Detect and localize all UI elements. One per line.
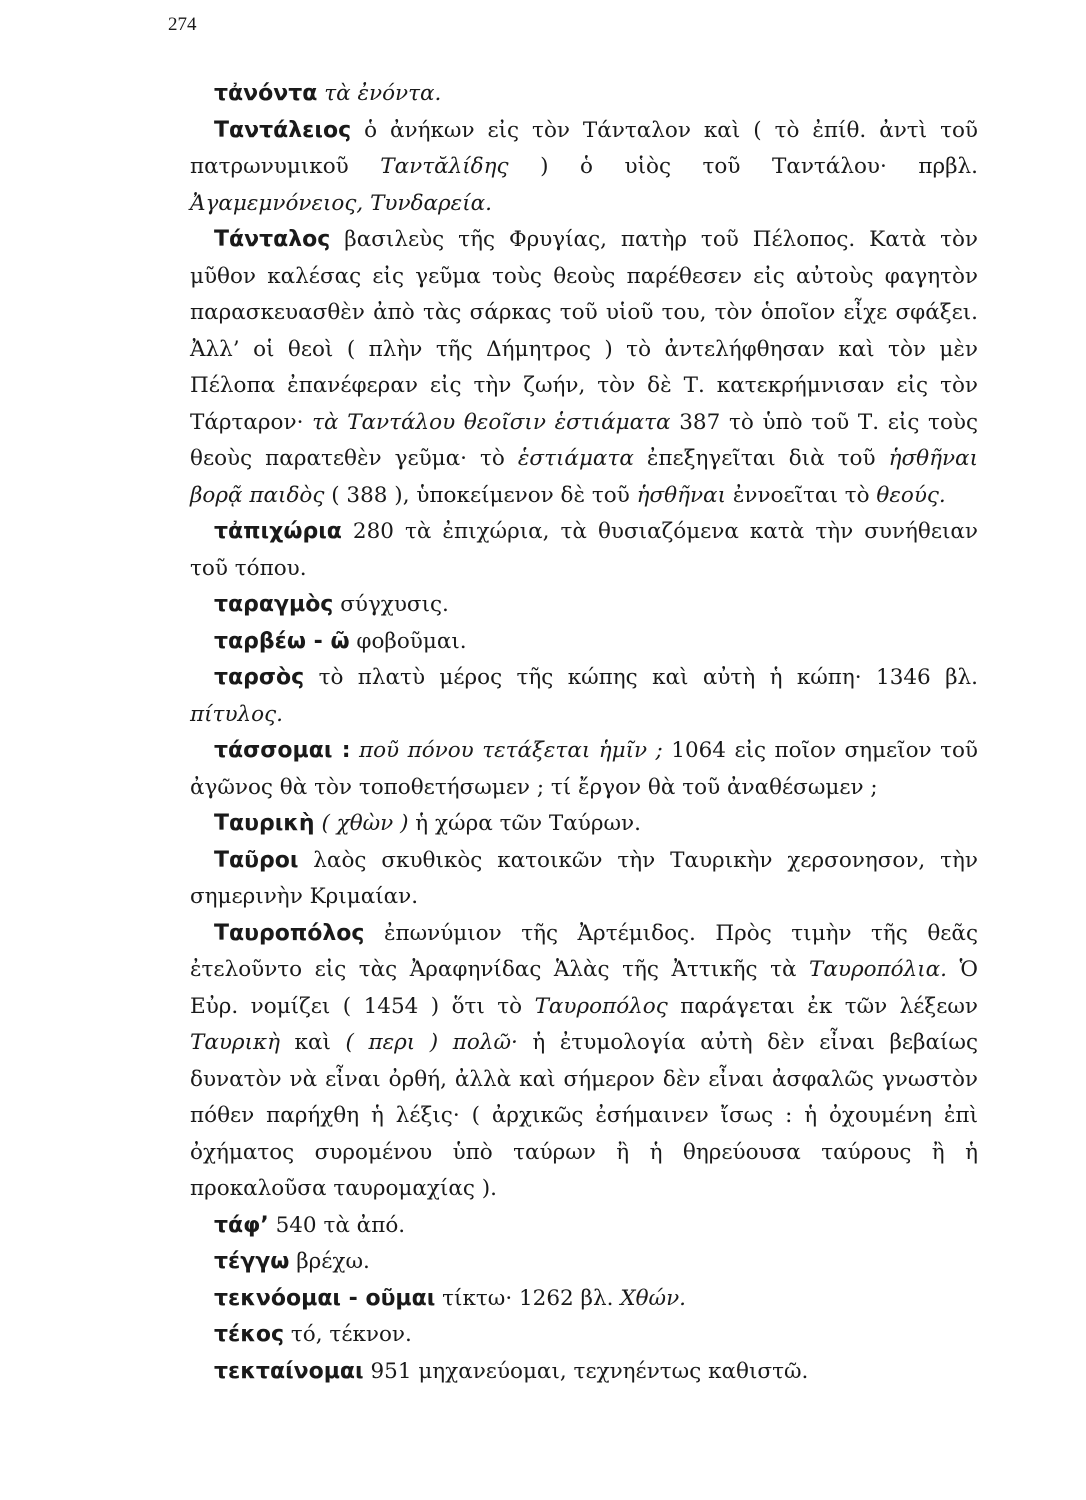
entry-text: ) ὁ υἱὸς τοῦ Ταντάλου· πρβλ. (508, 154, 978, 179)
entry-headword: ταραγμὸς (214, 592, 334, 617)
entry-text-italic: ποῦ πόνου τετάξεται ἡμῖν ; (358, 738, 663, 763)
entry-text: φοβοῦμαι. (349, 628, 467, 654)
dictionary-entry (190, 624, 978, 661)
entry-text: βασιλεὺς τῆς Φρυγίας, πατὴρ τοῦ Πέλοπος. Κατὰ τὸν μῦθον καλέσας εἰς γεῦμα τοὺς θεοὺς παρέθεσεν εἰς αὐτοὺς φαγητὸν παρασκευασθὲν ἀπὸ τὰς σάρκας τοῦ υἱοῦ του, τὸν ὁποῖον εἶχε σφάξει. Ἀλλ’ οἱ θεοὶ ( πλὴν τῆς Δήμητρος ) τὸ ἀντελήφθησαν καὶ τὸν μὲν Πέλοπα ἐπανέφεραν εἰς τὴν ζωήν, τὸν δὲ Τ. κατεκρήμνισαν εἰς τὸν Τάρταρον· (190, 227, 978, 435)
entry-headword: Ταντάλειος (214, 117, 352, 143)
entry-headword: ταρβέω - ῶ (214, 628, 350, 654)
dictionary-entry (190, 806, 978, 843)
dictionary-entry (190, 916, 978, 1208)
entry-headword: τεκταίνομαι (214, 1358, 364, 1384)
entry-text: τὸ πλατὺ μέρος τῆς κώπης καὶ αὐτὴ ἡ κώπη· 1346 βλ. (304, 665, 978, 690)
entry-text: ἡ ἐτυμολογία αὐτὴ δὲν εἶναι βεβαίως δυνατὸν νὰ εἶναι ὀρθή, ἀλλὰ καὶ σήμερον δὲν εἶναι ἀσφαλῶς γνωστὸν πόθεν παρήχθη ἡ λέξις· ( ἀρχικῶς ἐσήμαινεν ἴσως : ἡ ὀχουμένη ἐπὶ ὀχήματος συρομένου ὑπὸ ταύρων ἢ ἡ θηρεύουσα ταύρους ἢ ἡ προκαλοῦσα ταυρομαχίας ). (190, 1030, 978, 1201)
dictionary-entry (190, 587, 978, 624)
entry-text-italic: Χθών. (620, 1285, 686, 1311)
page-number: 274 (168, 14, 197, 35)
entry-text: ἐννοεῖται τὸ (726, 482, 877, 508)
entry-headword: τἀπιχώρια (214, 519, 342, 544)
dictionary-entries (190, 76, 978, 1390)
entry-text: 280 τὰ ἐπιχώρια, τὰ θυσιαζόμενα κατὰ τὴν συνήθειαν τοῦ τόπου. (190, 519, 978, 581)
entry-headword: Ταυρικὴ (214, 811, 315, 836)
entry-text: Ὁ Εὐρ. νομίζει ( 1454 ) ὅτι τὸ (190, 957, 979, 1019)
entry-text-italic: Ταυρικὴ (190, 1030, 280, 1055)
entry-text: ἐπεξηγεῖται διὰ τοῦ (633, 446, 889, 471)
entry-text-italic: τὰ Ταντάλου θεοῖσιν ἑστιάματα (312, 409, 671, 435)
entry-headword: τεκνόομαι - οῦμαι (214, 1285, 436, 1311)
entry-text: 387 τὸ ὑπὸ τοῦ Τ. εἰς τοὺς θεοὺς παρατεθὲν γεῦμα· τὸ (190, 409, 978, 471)
entry-text (351, 738, 359, 763)
dictionary-entry (190, 222, 978, 514)
entry-headword: Ταυροπόλος (214, 920, 365, 946)
entry-text-italic: τὰ ἐνόντα. (324, 81, 442, 106)
entry-headword: τέκος (214, 1322, 285, 1347)
entry-text: 540 τὰ ἀπό. (268, 1212, 406, 1238)
entry-text-italic: Ταυροπόλια. (809, 957, 948, 982)
entry-text: ἡ χώρα τῶν Ταύρων. (408, 811, 641, 836)
dictionary-entry (190, 733, 978, 806)
dictionary-entry (190, 1208, 978, 1245)
entry-text-italic: ἑστιάματα (517, 446, 634, 471)
entry-text: σύγχυσις. (333, 592, 449, 617)
entry-text-italic: ( χθὼν ) (321, 811, 409, 836)
entry-text: ὁ ἀνήκων εἰς τὸν Τάνταλον καὶ ( τὸ ἐπίθ. ἀντὶ τοῦ πατρωνυμικοῦ (190, 117, 978, 179)
dictionary-entry (190, 113, 978, 223)
entry-text-italic: ( περι ) πολῶ· (345, 1030, 518, 1055)
entry-text-italic: ἡσθῆναι βορᾷ παιδὸς (190, 446, 978, 508)
dictionary-entry (190, 1281, 978, 1318)
dictionary-entry (190, 660, 978, 733)
entry-headword: Τάνταλος (214, 227, 331, 252)
entry-text: ( 388 ), ὑποκείμενον δὲ τοῦ (324, 482, 637, 508)
entry-text: καὶ (279, 1030, 346, 1055)
entry-text-italic: Ταυροπόλος (534, 993, 668, 1019)
entry-text: παράγεται ἐκ τῶν λέξεων (667, 993, 978, 1019)
entry-headword: τἀνόντα (214, 81, 318, 106)
dictionary-entry (190, 76, 978, 113)
entry-headword: τέγγω (214, 1249, 290, 1274)
entry-text: 1064 εἰς ποῖον σημεῖον τοῦ ἀγῶνος θὰ τὸν τοποθετήσωμεν ; τί ἔργον θὰ τοῦ ἀναθέσωμεν ; (190, 738, 978, 800)
entry-text-italic: Ταντᾰλίδης (380, 154, 509, 179)
entry-text: τό, τέκνον. (284, 1322, 412, 1347)
entry-text: ἐπωνύμιον τῆς Ἀρτέμιδος. Πρὸς τιμὴν τῆς θεᾶς ἐτελοῦντο εἰς τὰς Ἀραφηνίδας Ἁλὰς τῆς Ἀττικῆς τὰ (190, 920, 978, 982)
dictionary-entry (190, 1244, 978, 1281)
dictionary-entry (190, 514, 978, 587)
dictionary-entry (190, 1317, 978, 1354)
entry-text-italic: ἡσθῆναι (636, 482, 727, 508)
dictionary-entry (190, 1354, 978, 1391)
entry-headword: τάσσομαι : (214, 738, 351, 763)
entry-text: 951 μηχανεύομαι, τεχνηέντως καθιστῶ. (363, 1358, 809, 1384)
dictionary-entry (190, 843, 978, 916)
entry-headword: Ταῦροι (214, 847, 299, 873)
entry-text-italic: Ἀγαμεμνόνειος, Τυνδαρεία. (190, 190, 492, 216)
entry-text: τίκτω· 1262 βλ. (435, 1285, 621, 1311)
entry-text: λαὸς σκυθικὸς κατοικῶν τὴν Ταυρικὴν χερσονησον, τὴν σημερινὴν Κριμαίαν. (190, 847, 978, 909)
entry-headword: τάφ’ (214, 1212, 269, 1238)
entry-text-italic: πίτυλος. (190, 701, 283, 727)
entry-text: βρέχω. (289, 1249, 370, 1274)
entry-text-italic: θεούς. (876, 482, 946, 508)
entry-headword: ταρσὸς (214, 665, 305, 690)
